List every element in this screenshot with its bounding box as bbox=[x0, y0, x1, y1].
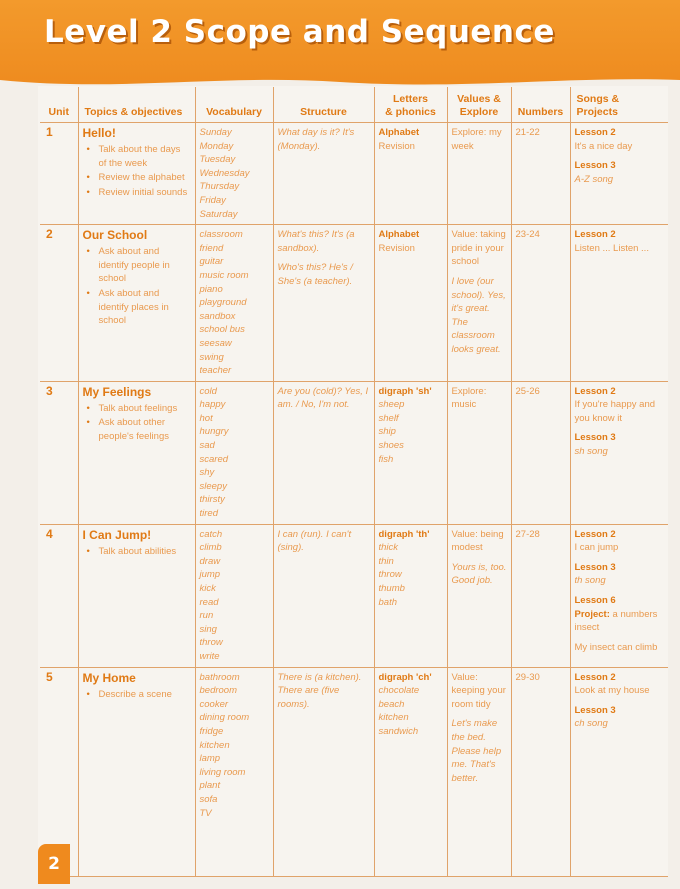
song-item bbox=[575, 641, 665, 655]
vocabulary-word: teacher bbox=[199, 365, 232, 377]
vocabulary-cell bbox=[195, 524, 273, 667]
vocabulary-word: dining room bbox=[199, 712, 250, 724]
table-row bbox=[40, 381, 668, 524]
header-values-explore: Values & Explore bbox=[447, 87, 511, 123]
vocabulary-word: kitchen bbox=[199, 739, 230, 751]
phonics-words bbox=[379, 140, 443, 154]
song-lesson: Project: bbox=[574, 608, 610, 620]
song-item bbox=[575, 385, 665, 426]
song-lesson: Lesson 2 bbox=[574, 127, 616, 138]
vocabulary-cell bbox=[195, 123, 273, 225]
header-vocabulary: Vocabulary bbox=[195, 87, 273, 123]
vocabulary-word: classroom bbox=[199, 229, 243, 241]
vocabulary-cell bbox=[195, 667, 273, 876]
song-item bbox=[575, 704, 665, 731]
unit-cell: 5 bbox=[40, 667, 78, 876]
topic-title: Our School bbox=[82, 228, 148, 243]
phonics-cell bbox=[374, 381, 447, 524]
phonics-cell bbox=[374, 667, 447, 876]
topic-title: My Home bbox=[82, 670, 136, 685]
song-title: th song bbox=[574, 575, 606, 587]
vocabulary-word: catch bbox=[199, 528, 223, 540]
song-item bbox=[575, 671, 665, 698]
values-text: I love (our school). Yes, it's great. The classroom looks great. bbox=[451, 275, 506, 355]
song-title: My insect can climb bbox=[574, 641, 658, 653]
numbers-cell: 23-24 bbox=[511, 225, 570, 382]
structure-sentence: Are you (cold)? Yes, I am. / No, I'm not. bbox=[277, 385, 369, 411]
objective-item: • Talk about abilities bbox=[93, 545, 191, 559]
vocabulary-word: read bbox=[199, 596, 219, 608]
phonics-words bbox=[379, 684, 443, 738]
vocabulary-word: throw bbox=[199, 637, 223, 649]
objective-item: • Review initial sounds bbox=[93, 186, 191, 200]
phonics-title: digraph 'th' bbox=[378, 528, 430, 540]
vocabulary-word: lamp bbox=[199, 753, 221, 765]
vocabulary-word: living room bbox=[199, 766, 246, 778]
objective-list bbox=[83, 143, 191, 199]
phonics-cell bbox=[374, 225, 447, 382]
page-title: Level 2 Scope and Sequence bbox=[44, 14, 555, 50]
structure-cell bbox=[273, 123, 374, 225]
vocabulary-word: Sunday bbox=[199, 127, 232, 138]
vocabulary-word: Tuesday bbox=[199, 154, 236, 166]
objective-item: • Ask about other people's feelings bbox=[93, 416, 191, 443]
song-item bbox=[575, 561, 665, 588]
vocabulary-word: Thursday bbox=[199, 181, 240, 193]
vocabulary-word: draw bbox=[199, 555, 221, 567]
vocabulary-word: scared bbox=[199, 453, 229, 465]
vocabulary-word: sofa bbox=[199, 793, 218, 805]
vocabulary-word: Saturday bbox=[199, 208, 238, 220]
header-topics: Topics & objectives bbox=[78, 87, 195, 123]
phonics-title: digraph 'sh' bbox=[378, 385, 432, 397]
vocabulary-word: happy bbox=[199, 399, 226, 411]
values-cell bbox=[447, 123, 511, 225]
phonics-cell bbox=[374, 524, 447, 667]
song-title: sh song bbox=[574, 446, 608, 458]
numbers-cell: 21-22 bbox=[511, 123, 570, 225]
song-title: ch song bbox=[574, 718, 608, 730]
vocabulary-word: piano bbox=[199, 283, 223, 295]
vocabulary-word: kick bbox=[199, 583, 216, 594]
topics-cell bbox=[78, 667, 195, 876]
song-title: It's a nice day bbox=[574, 140, 633, 152]
structure-sentence: There is (a kitchen). There are (five rooms). bbox=[277, 671, 362, 710]
structure-cell bbox=[273, 225, 374, 382]
vocabulary-word: swing bbox=[199, 351, 224, 363]
objective-item: • Describe a scene bbox=[93, 688, 191, 702]
unit-cell: 3 bbox=[40, 381, 78, 524]
song-item bbox=[575, 608, 665, 635]
objective-list bbox=[83, 402, 191, 444]
vocabulary-word: cold bbox=[199, 385, 217, 397]
song-lesson: Lesson 2 bbox=[574, 528, 616, 540]
songs-cell bbox=[570, 381, 668, 524]
vocabulary-word: sleepy bbox=[199, 480, 227, 492]
table-row bbox=[40, 225, 668, 382]
phonics-title: Alphabet bbox=[378, 127, 420, 138]
phonics-word: shoes bbox=[378, 440, 404, 452]
vocabulary-word: Wednesday bbox=[199, 167, 250, 179]
vocabulary-word: Monday bbox=[199, 140, 234, 152]
values-cell bbox=[447, 381, 511, 524]
vocabulary-word: write bbox=[199, 650, 220, 662]
header-unit: Unit bbox=[40, 87, 78, 123]
values-text: Value: being modest bbox=[451, 528, 504, 554]
song-lesson: Lesson 2 bbox=[574, 671, 616, 683]
topics-cell bbox=[78, 381, 195, 524]
table-row bbox=[40, 667, 668, 876]
vocabulary-word: run bbox=[199, 610, 214, 622]
page-number: 2 bbox=[38, 844, 70, 884]
unit-cell: 2 bbox=[40, 225, 78, 382]
vocabulary-word: sandbox bbox=[199, 310, 236, 322]
vocabulary-word: hungry bbox=[199, 426, 229, 438]
vocabulary-word: plant bbox=[199, 780, 221, 792]
songs-cell bbox=[570, 123, 668, 225]
objective-item: • Talk about feelings bbox=[93, 402, 191, 416]
song-lesson: Lesson 3 bbox=[574, 432, 616, 444]
vocabulary-word: hot bbox=[199, 412, 213, 424]
structure-sentence: What day is it? It's (Monday). bbox=[277, 127, 355, 152]
topics-cell bbox=[78, 524, 195, 667]
song-lesson: Lesson 6 bbox=[574, 595, 616, 606]
vocabulary-word: sad bbox=[199, 440, 215, 452]
song-title: I can jump bbox=[574, 542, 619, 554]
song-item bbox=[575, 228, 665, 255]
phonics-words bbox=[379, 242, 443, 256]
unit-cell: 1 bbox=[40, 123, 78, 225]
phonics-word: thin bbox=[378, 555, 394, 567]
values-cell bbox=[447, 524, 511, 667]
vocabulary-word: music room bbox=[199, 269, 249, 281]
song-title: a numbers insect bbox=[574, 608, 658, 634]
structure-sentence: Who's this? He's / She's (a teacher). bbox=[277, 262, 353, 287]
song-title: A-Z song bbox=[574, 173, 614, 185]
song-item bbox=[575, 528, 665, 555]
phonics-cell bbox=[374, 123, 447, 225]
vocabulary-word: cooker bbox=[199, 698, 229, 710]
vocabulary-word: sing bbox=[199, 623, 217, 635]
values-text: Explore: my week bbox=[451, 127, 502, 152]
song-title: If you're happy and you know it bbox=[574, 399, 656, 424]
vocabulary-word: friend bbox=[199, 242, 224, 254]
values-text: Yours is, too. Good job. bbox=[451, 561, 507, 587]
vocabulary-word: fridge bbox=[199, 725, 224, 737]
song-title: Look at my house bbox=[574, 685, 650, 697]
numbers-cell: 25-26 bbox=[511, 381, 570, 524]
phonics-word: thumb bbox=[378, 583, 405, 594]
values-text: Let's make the bed. Please help me. That's better. bbox=[451, 718, 502, 784]
song-lesson: Lesson 3 bbox=[574, 704, 616, 716]
vocabulary-word: bathroom bbox=[199, 671, 240, 683]
objective-item: • Ask about and identify people in school bbox=[93, 245, 191, 286]
numbers-cell: 29-30 bbox=[511, 667, 570, 876]
structure-cell bbox=[273, 381, 374, 524]
table-row bbox=[40, 524, 668, 667]
phonics-word: Revision bbox=[378, 140, 415, 152]
phonics-word: sheep bbox=[378, 399, 405, 411]
objective-list bbox=[83, 545, 191, 559]
vocabulary-word: Friday bbox=[199, 194, 226, 206]
topic-title: Hello! bbox=[82, 126, 116, 140]
phonics-word: Revision bbox=[378, 242, 415, 254]
header-structure: Structure bbox=[273, 87, 374, 123]
vocabulary-word: climb bbox=[199, 542, 222, 554]
vocabulary-word: tired bbox=[199, 508, 218, 520]
topic-title: I Can Jump! bbox=[82, 527, 152, 542]
vocabulary-word: bedroom bbox=[199, 685, 237, 697]
vocabulary-word: jump bbox=[199, 569, 221, 581]
phonics-word: shelf bbox=[378, 412, 399, 424]
song-item bbox=[575, 126, 665, 153]
song-item bbox=[575, 431, 665, 458]
structure-cell bbox=[273, 524, 374, 667]
structure-sentence: What's this? It's (a sandbox). bbox=[277, 229, 355, 254]
phonics-words bbox=[379, 541, 443, 609]
vocabulary-word: playground bbox=[199, 297, 247, 309]
objective-item: • Review the alphabet bbox=[93, 171, 191, 185]
phonics-word: throw bbox=[378, 569, 402, 581]
objective-item: • Talk about the days of the week bbox=[93, 143, 191, 170]
vocabulary-word: school bus bbox=[199, 324, 245, 336]
values-text: Value: keeping your room tidy bbox=[451, 671, 506, 710]
topic-title: My Feelings bbox=[82, 384, 152, 399]
scope-sequence-table bbox=[40, 87, 668, 877]
phonics-word: ship bbox=[378, 426, 396, 438]
phonics-words bbox=[379, 398, 443, 466]
song-lesson: Lesson 3 bbox=[574, 160, 616, 172]
topics-cell bbox=[78, 225, 195, 382]
phonics-word: beach bbox=[378, 698, 405, 710]
song-lesson: Lesson 3 bbox=[574, 561, 616, 573]
vocabulary-word: thirsty bbox=[199, 494, 225, 506]
header-songs-projects: Songs & Projects bbox=[576, 93, 620, 118]
phonics-word: fish bbox=[378, 453, 394, 465]
phonics-title: digraph 'ch' bbox=[378, 671, 432, 683]
objective-list bbox=[83, 245, 191, 328]
values-text: Value: taking pride in your school bbox=[451, 229, 506, 268]
phonics-word: thick bbox=[378, 542, 399, 554]
objective-list bbox=[83, 688, 191, 702]
numbers-cell: 27-28 bbox=[511, 524, 570, 667]
values-cell bbox=[447, 667, 511, 876]
songs-cell bbox=[570, 225, 668, 382]
song-item bbox=[575, 594, 665, 608]
unit-cell: 4 bbox=[40, 524, 78, 667]
vocabulary-cell bbox=[195, 225, 273, 382]
vocabulary-word: seesaw bbox=[199, 337, 232, 349]
phonics-word: sandwich bbox=[378, 725, 419, 737]
songs-cell bbox=[570, 524, 668, 667]
structure-sentence: I can (run). I can't (sing). bbox=[277, 528, 352, 554]
phonics-word: chocolate bbox=[378, 685, 420, 697]
vocabulary-cell bbox=[195, 381, 273, 524]
structure-cell bbox=[273, 667, 374, 876]
song-title: Listen ... Listen ... bbox=[574, 242, 649, 254]
vocabulary-word: guitar bbox=[199, 256, 224, 268]
songs-cell bbox=[570, 667, 668, 876]
phonics-title: Alphabet bbox=[378, 229, 420, 241]
header-letters-phonics: Letters & phonics bbox=[374, 87, 447, 123]
phonics-word: bath bbox=[378, 596, 397, 608]
table-header-row bbox=[40, 87, 668, 123]
vocabulary-word: shy bbox=[199, 467, 215, 479]
song-lesson: Lesson 2 bbox=[574, 229, 616, 241]
song-lesson: Lesson 2 bbox=[574, 385, 616, 397]
values-cell bbox=[447, 225, 511, 382]
objective-item: • Ask about and identify places in school bbox=[93, 287, 191, 328]
table-row bbox=[40, 123, 668, 225]
vocabulary-word: TV bbox=[199, 807, 212, 819]
song-item bbox=[575, 159, 665, 186]
header-numbers: Numbers bbox=[511, 87, 570, 123]
values-text: Explore: music bbox=[451, 385, 487, 411]
phonics-word: kitchen bbox=[378, 712, 409, 724]
topics-cell bbox=[78, 123, 195, 225]
